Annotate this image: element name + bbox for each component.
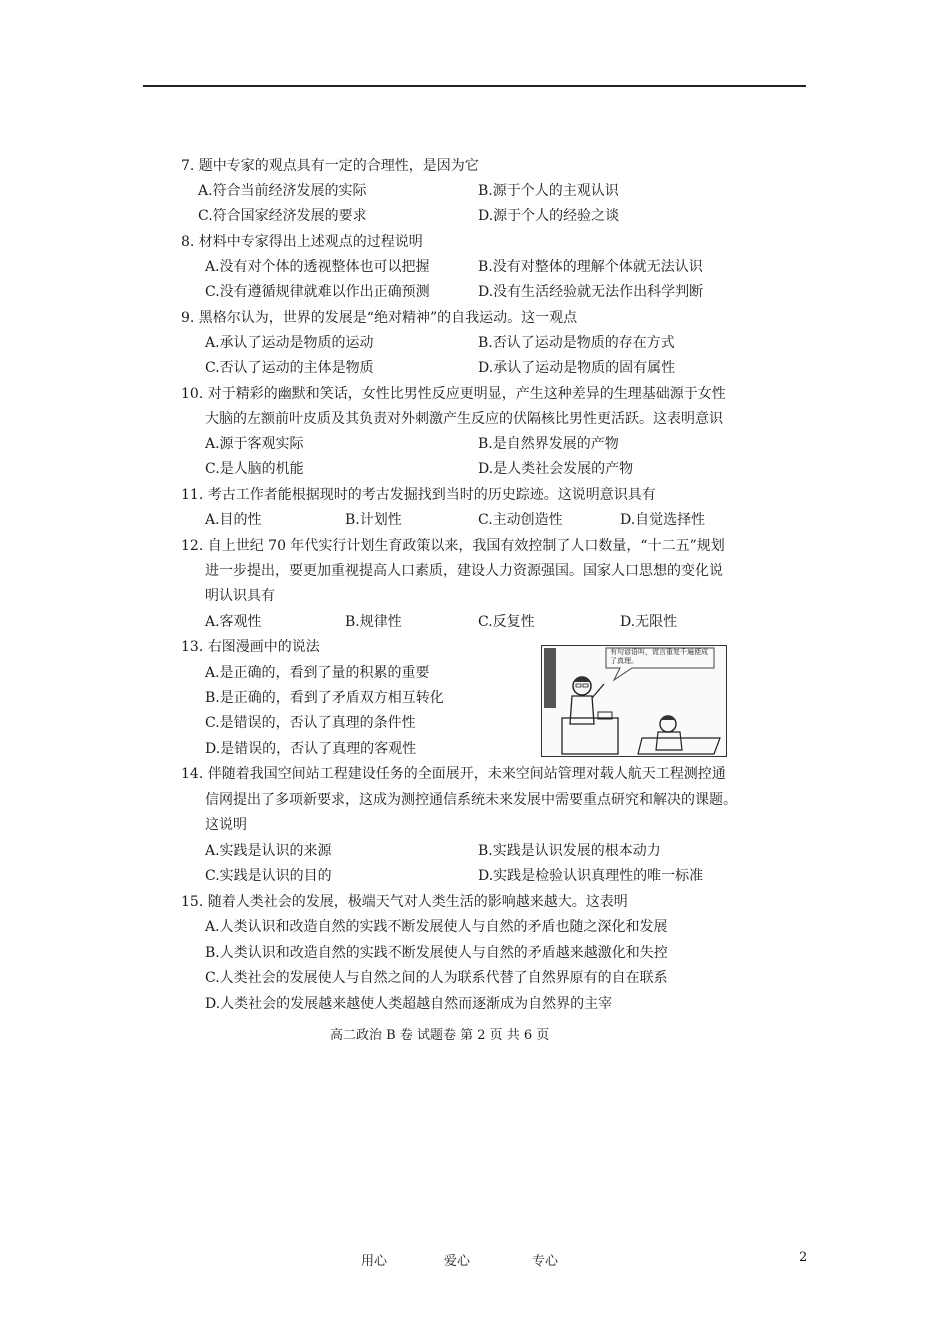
- cartoon-drawing: [542, 646, 726, 756]
- question-10-option-d: D.是人类社会发展的产物: [478, 461, 634, 477]
- question-14-stem: 14. 伴随着我国空间站工程建设任务的全面展开，未来空间站管理对载人航天工程测控通: [181, 766, 726, 782]
- question-15-option-d: D.人类社会的发展越来越使人类超越自然而逐渐成为自然界的主宰: [205, 996, 613, 1012]
- question-10-stem: 10. 对于精彩的幽默和笑话，女性比男性反应更明显，产生这种差异的生理基础源于女性: [181, 386, 726, 402]
- question-8-stem: 8. 材料中专家得出上述观点的过程说明: [181, 234, 423, 250]
- header-rule: [143, 85, 806, 87]
- question-8-option-c: C.没有遵循规律就难以作出正确预测: [205, 284, 430, 300]
- question-10-stem-cont: 大脑的左额前叶皮质及其负责对外刺激产生反应的伏隔核比男性更活跃。这表明意识: [205, 411, 723, 427]
- question-9-option-d: D.承认了运动是物质的固有属性: [478, 360, 676, 376]
- question-12-option-b: B.规律性: [345, 614, 402, 630]
- question-10-option-a: A.源于客观实际: [205, 436, 304, 452]
- question-12-option-a: A.客观性: [205, 614, 262, 630]
- question-12-stem: 12. 自上世纪 70 年代实行计划生育政策以来，我国有效控制了人口数量，“十二五”规划: [181, 538, 725, 554]
- question-11-stem: 11. 考古工作者能根据现时的考古发掘找到当时的历史踪迹。这说明意识具有: [181, 487, 656, 503]
- question-14-stem-cont: 信网提出了多项新要求，这成为测控通信系统未来发展中需要重点研究和解决的课题。: [205, 792, 737, 808]
- question-14-stem-cont-2: 这说明: [205, 817, 247, 833]
- footer-mid-text: 爱心: [444, 1254, 471, 1269]
- question-9-option-a: A.承认了运动是物质的运动: [205, 335, 374, 351]
- question-7-option-a: A.符合当前经济发展的实际: [198, 183, 367, 199]
- question-13-stem: 13. 右图漫画中的说法: [181, 639, 320, 655]
- question-15-option-b: B.人类认识和改造自然的实践不断发展使人与自然的矛盾越来越激化和失控: [205, 945, 668, 961]
- question-15-option-a: A.人类认识和改造自然的实践不断发展使人与自然的矛盾也随之深化和发展: [205, 919, 668, 935]
- cartoon-image: [541, 645, 727, 757]
- question-8-option-a: A.没有对个体的透视整体也可以把握: [205, 259, 430, 275]
- question-13-option-b: B.是正确的，看到了矛盾双方相互转化: [205, 690, 444, 706]
- question-14-option-b: B.实践是认识发展的根本动力: [478, 843, 661, 859]
- question-13-option-c: C.是错误的，否认了真理的条件性: [205, 715, 416, 731]
- question-14-option-a: A.实践是认识的来源: [205, 843, 332, 859]
- question-9-stem: 9. 黑格尔认为，世界的发展是“绝对精神”的自我运动。这一观点: [181, 310, 578, 326]
- question-12-stem-cont: 进一步提出，要更加重视提高人口素质，建设人力资源强国。国家人口思想的变化说: [205, 563, 723, 579]
- question-7-stem: 7. 题中专家的观点具有一定的合理性，是因为它: [181, 158, 479, 174]
- question-13-option-a: A.是正确的，看到了量的积累的重要: [205, 665, 430, 681]
- question-12-stem-cont-2: 明认识具有: [205, 588, 275, 604]
- question-14-option-d: D.实践是检验认识真理性的唯一标准: [478, 868, 704, 884]
- question-10-option-c: C.是人脑的机能: [205, 461, 304, 477]
- question-13-option-d: D.是错误的，否认了真理的客观性: [205, 741, 417, 757]
- footer-left-text: 用心: [361, 1254, 388, 1269]
- question-11-option-d: D.自觉选择性: [620, 512, 706, 528]
- question-14-option-c: C.实践是认识的目的: [205, 868, 332, 884]
- question-15-option-c: C.人类社会的发展使人与自然之间的人为联系代替了自然界原有的自在联系: [205, 970, 668, 986]
- question-12-option-c: C.反复性: [478, 614, 535, 630]
- question-9-option-c: C.否认了运动的主体是物质: [205, 360, 374, 376]
- question-11-option-b: B.计划性: [345, 512, 402, 528]
- question-7-option-d: D.源于个人的经验之谈: [478, 208, 620, 224]
- question-15-stem: 15. 随着人类社会的发展，极端天气对人类生活的影响越来越大。这表明: [181, 894, 628, 910]
- question-11-option-c: C.主动创造性: [478, 512, 563, 528]
- question-8-option-d: D.没有生活经验就无法作出科学判断: [478, 284, 704, 300]
- footer-right-text: 专心: [532, 1254, 559, 1269]
- question-12-option-d: D.无限性: [620, 614, 678, 630]
- question-7-option-c: C.符合国家经济发展的要求: [198, 208, 367, 224]
- question-7-option-b: B.源于个人的主观认识: [478, 183, 619, 199]
- cartoon-caption: 有句谚语叫，谎言重复千遍便成了真理。: [610, 648, 708, 665]
- question-10-option-b: B.是自然界发展的产物: [478, 436, 619, 452]
- question-9-option-b: B.否认了运动是物质的存在方式: [478, 335, 675, 351]
- exam-page-footer: 高二政治 B 卷 试题卷 第 2 页 共 6 页: [330, 1028, 550, 1043]
- page-number: 2: [799, 1250, 808, 1265]
- question-11-option-a: A.目的性: [205, 512, 262, 528]
- question-8-option-b: B.没有对整体的理解个体就无法认识: [478, 259, 703, 275]
